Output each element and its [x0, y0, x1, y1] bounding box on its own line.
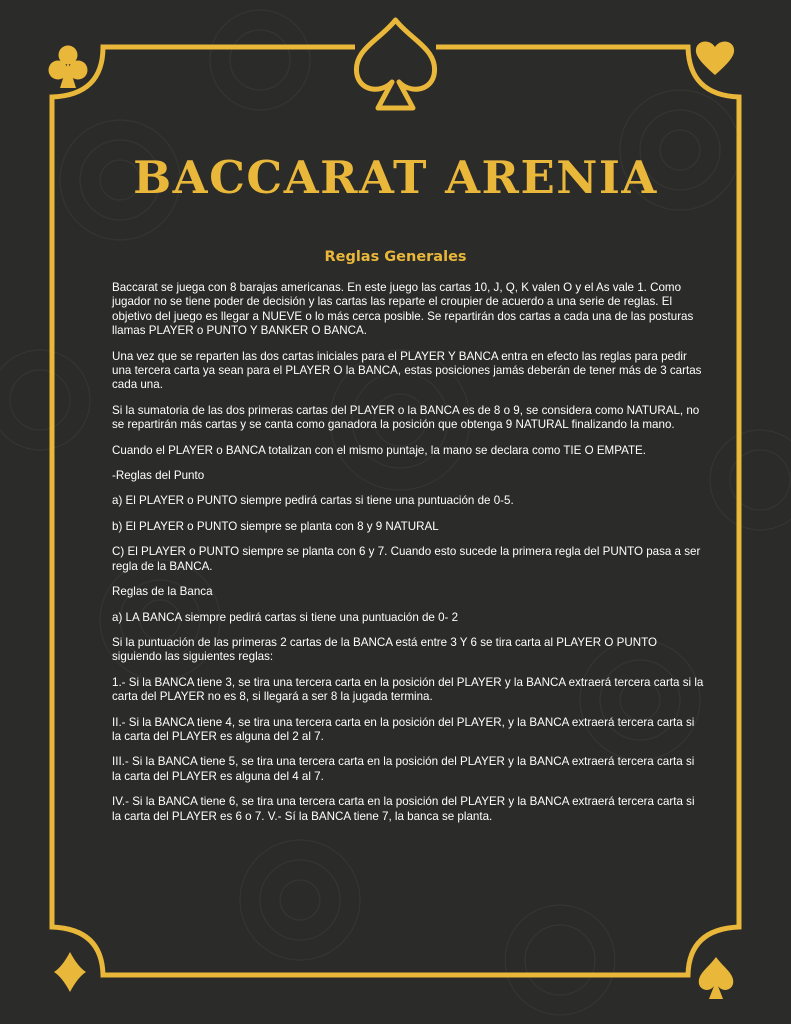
club-icon	[49, 46, 88, 89]
paragraph: Reglas de la Banca	[112, 585, 213, 599]
paragraph: Si la puntuación de las primeras 2 cartas de la BANCA está entre 3 Y 6 se tira carta al PLAYER O PUNTO siguiendo las siguientes reglas:	[112, 635, 657, 664]
paragraph: 1.- Si la BANCA tiene 3, se tira una tercera carta en la posición del PLAYER y la BANCA extraerá tercera carta si la carta del PLAYER no es 8, si llegará a ser 8 la jugada termina.	[112, 675, 704, 704]
spade-icon	[699, 957, 733, 999]
paragraph: III.- Si la BANCA tiene 5, se tira una tercera carta en la posición del PLAYER y la BANCA extraerá tercera carta si la carta del PLAYER es alguna del 4 al 7.	[112, 755, 695, 783]
section-heading: Reglas Generales	[324, 249, 467, 265]
paragraph: a) LA BANCA siempre pedirá cartas si tiene una puntuación de 0- 2	[112, 610, 459, 624]
paragraph: a) El PLAYER o PUNTO siempre pedirá cartas si tiene una puntuación de 0-5.	[112, 494, 514, 508]
paragraph: Si la sumatoria de las dos primeras cartas del PLAYER o la BANCA es de 8 o 9, se considera como NATURAL, no se repartirán más cartas y se canta como ganadora la posición que obtenga 9 NATURAL finalizando la mano.	[112, 403, 700, 432]
paragraph: Cuando el PLAYER o BANCA totalizan con el mismo puntaje, la mano se declara como TIE O EMPATE.	[112, 443, 646, 457]
page-title: BACCARAT ARENIA	[133, 151, 658, 204]
paragraph: -Reglas del Punto	[112, 469, 205, 483]
paragraph: C) El PLAYER o PUNTO siempre se planta con 6 y 7. Cuando esto sucede la primera regla del PUNTO pasa a ser regla de la BANCA.	[112, 545, 701, 573]
paragraph: Baccarat se juega con 8 barajas americanas. En este juego las cartas 10, J, Q, K valen O y el As vale 1. Como jugador no se tiene poder de decisión y las cartas las reparte el croupier de acuerdo a una serie de reglas. El objetivo del juego es llegar a NUEVE o lo más cerca posible. Se repartirán dos cartas a cada una de las posturas llamas PLAYER o PUNTO Y BANKER O BANCA.	[112, 281, 694, 338]
paragraph: b) El PLAYER o PUNTO siempre se planta con 8 y 9 NATURAL	[112, 519, 439, 533]
heart-icon	[696, 41, 734, 75]
spade-crest-icon	[356, 20, 434, 108]
diamond-icon	[54, 952, 86, 992]
paragraph: IV.- Si la BANCA tiene 6, se tira una tercera carta en la posición del PLAYER y la BANCA extraerá tercera carta si la carta del PLAYER es 6 o 7. V.- Sí la BANCA tiene 7, la banca se planta.	[112, 795, 695, 823]
paragraph: II.- Si la BANCA tiene 4, se tira una tercera carta en la posición del PLAYER, y la BANCA extraerá tercera carta si la carta del PLAYER es alguna del 2 al 7.	[112, 715, 695, 743]
rules-body	[112, 281, 704, 835]
paragraph: Una vez que se reparten las dos cartas iniciales para el PLAYER Y BANCA entra en efecto las reglas para pedir una tercera carta ya sean para el PLAYER O la BANCA, estas posiciones jamás deberán de tener más de 3 cartas cada una.	[112, 349, 702, 392]
